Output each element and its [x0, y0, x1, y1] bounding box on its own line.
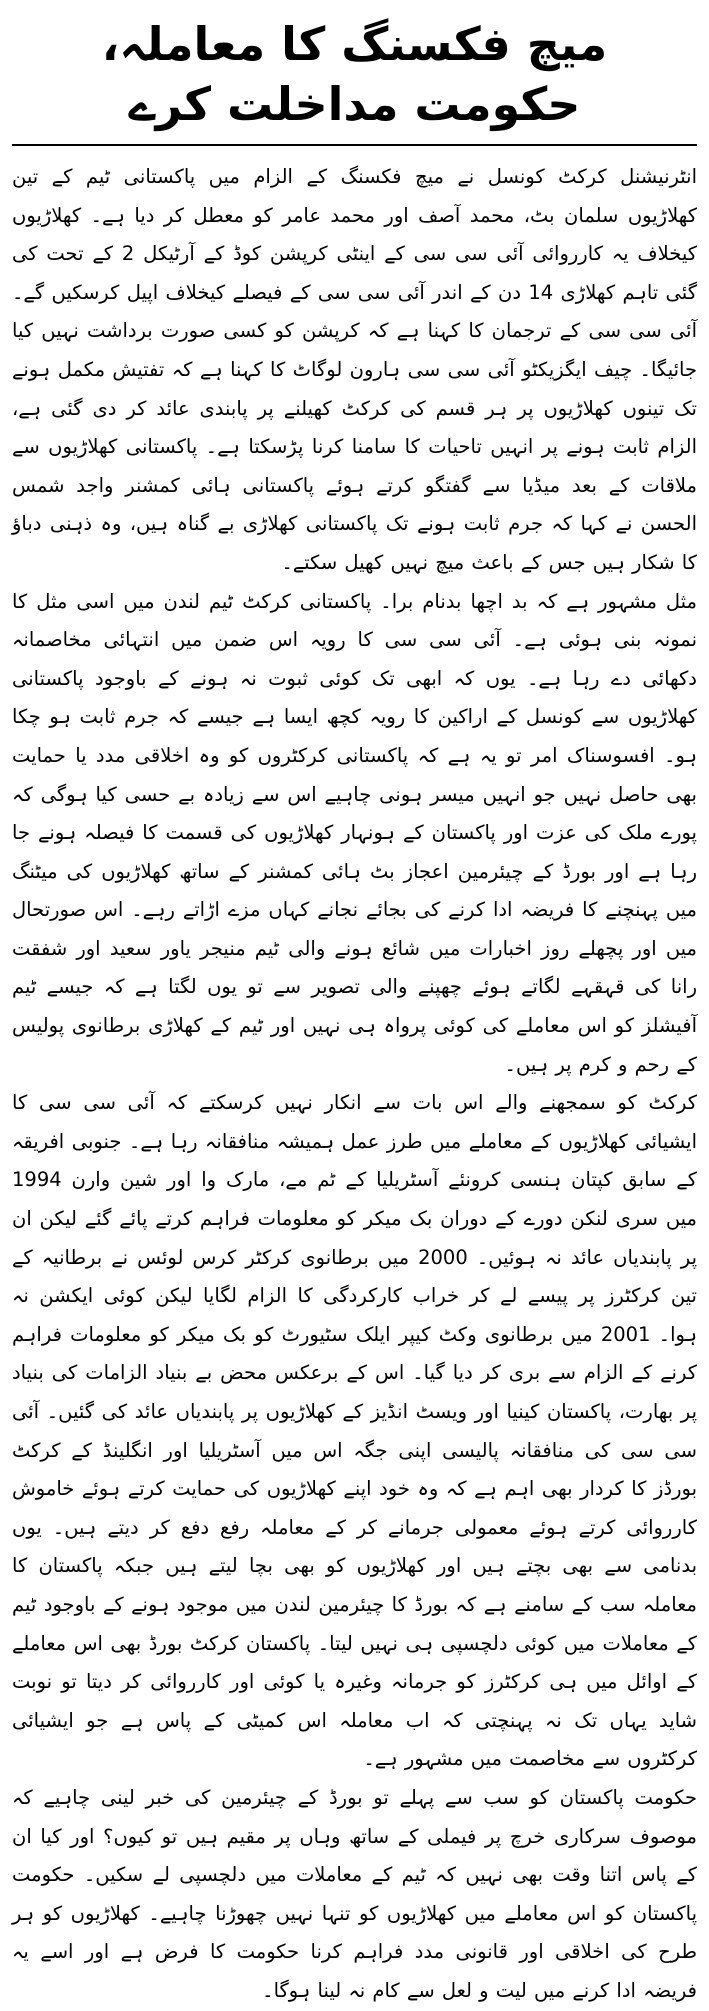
paragraph: کرکٹ کو سمجھنے والے اس بات سے انکار نہیں کرسکتے کہ آئی سی سی کا ایشیائی کھلاڑیوں کے معاملے میں طرز عمل ہمیشہ منافقانہ رہا ہے۔ جنوبی افریقہ کے سابق کپتان ہنسی کرونئے آسٹریلیا کے ٹم مے، مارک وا اور شین وارن 1994 میں سری لنکن دورے کے دوران بک میکر کو معلومات فراہم کرتے پائے گئے لیکن ان پر پابندیاں عائد نہ ہوئیں۔ 2000 میں برطانوی کرکٹر کرس لوئس نے برطانیہ کے تین کرکٹرز پر پیسے لے کر خراب کارکردگی کا الزام لگایا لیکن کوئی ایکشن نہ ہوا۔ 2001 میں برطانوی وکٹ کیپر ایلک سٹیورٹ کو بک میکر کو معلومات فراہم کرنے کے الزام سے بری کر دیا گیا۔ اس کے برعکس محض بے بنیاد الزامات کی بنیاد پر بھارت، پاکستان کینیا اور ویسٹ انڈیز کے کھلاڑیوں پر پابندیاں عائد کی گئیں۔ آئی سی سی کی منافقانہ پالیسی اپنی جگہ اس میں آسٹریلیا اور انگلینڈ کے کرکٹ بورڈز کا کردار بھی اہم ہے کہ وہ خود اپنے کھلاڑیوں کی حمایت کرتے ہوئے خاموش کارروائی کرتے ہوئے معمولی جرمانے کر کے معاملہ رفع دفع کر دیتے ہیں۔ یوں بدنامی سے بھی بچتے ہیں اور کھلاڑیوں کو بھی بچا لیتے ہیں جبکہ پاکستان کا معاملہ سب کے سامنے ہے کہ بورڈ کا چیئرمین لندن میں موجود ہونے کے باوجود ٹیم کے معاملات میں کوئی دلچسپی ہی نہیں لیتا۔ پاکستان کرکٹ بورڈ بھی اس معاملے کے اوائل میں ہی کرکٹرز کو جرمانہ وغیرہ یا کوئی اور کارروائی کر دیتا تو نوبت شاید یہاں تک نہ پہنچتی کہ اب معاملہ اس کمیٹی کے پاس ہے جو ایشیائی کرکٹروں سے مخاصمت میں مشہور ہے۔: [12, 1091, 697, 1771]
paragraph: انٹرنیشنل کرکٹ کونسل نے میچ فکسنگ کے الزام میں پاکستانی ٹیم کے تین کھلاڑیوں سلمان بٹ، محمد آصف اور محمد عامر کو معطل کر دیا ہے۔ کھلاڑیوں کیخلاف یہ کارروائی آئی سی سی کے اینٹی کرپشن کوڈ کے آرٹیکل 2 کے تحت کی گئی تاہم کھلاڑی 14 دن کے اندر آئی سی سی کے فیصلے کیخلاف اپیل کرسکیں گے۔ آئی سی سی کے ترجمان کا کہنا ہے کہ کرپشن کو کسی صورت برداشت نہیں کیا جائیگا۔ چیف ایگزیکٹو آئی سی سی ہارون لوگاٹ کا کہنا ہے کہ تفتیش مکمل ہونے تک تینوں کھلاڑیوں پر ہر قسم کی کرکٹ کھیلنے پر پابندی عائد کر دی گئی ہے، الزام ثابت ہونے پر انہیں تاحیات کا سامنا کرنا پڑسکتا ہے۔ پاکستانی کھلاڑیوں سے ملاقات کے بعد میڈیا سے گفتگو کرتے ہوئے پاکستانی ہائی کمشنر واجد شمس الحسن نے کہا کہ جرم ثابت ہونے تک پاکستانی کھلاڑی بے گناہ ہیں، وہ ذہنی دباؤ کا شکار ہیں جس کے باعث میچ نہیں کھیل سکتے۔: [12, 165, 697, 574]
editorial-body: [12, 158, 697, 2011]
paragraph: مثل مشہور ہے کہ بد اچھا بدنام برا۔ پاکستانی کرکٹ ٹیم لندن میں اسی مثل کا نمونہ بنی ہوئی ہے۔ آئی سی سی کا رویہ اس ضمن میں انتہائی مخاصمانہ دکھائی دے رہا ہے۔ یوں کہ ابھی تک کوئی ثبوت نہ ہونے کے باوجود پاکستانی کھلاڑیوں سے کونسل کے اراکین کا رویہ کچھ ایسا ہے جیسے کہ جرم ثابت ہو چکا ہو۔ افسوسناک امر تو یہ ہے کہ پاکستانی کرکٹروں کو وہ اخلاقی مدد یا حمایت بھی حاصل نہیں جو انہیں میسر ہونی چاہیے اس سے زیادہ بے حسی کیا ہوگی کہ پورے ملک کی عزت اور پاکستان کے ہونہار کھلاڑیوں کی قسمت کا فیصلہ ہونے جا رہا ہے اور بورڈ کے چیئرمین اعجاز بٹ ہائی کمشنر کے ساتھ کھلاڑیوں کی میٹنگ میں پہنچنے کا فریضہ ادا کرنے کی بجائے نجانے کہاں مزے اڑاتے رہے۔ اس صورتحال میں اور پچھلے روز اخبارات میں شائع ہونے والی ٹیم منیجر یاور سعید اور شفقت رانا کی قہقہے لگاتے ہوئے چھپنے والی تصویر سے تو یوں لگتا ہے کہ جیسے ٹیم آفیشلز کو اس معاملے کی کوئی پرواہ ہی نہیں اور ٹیم کے کھلاڑی برطانوی پولیس کے رحم و کرم پر ہیں۔: [12, 589, 697, 1076]
paragraph: حکومت پاکستان کو سب سے پہلے تو بورڈ کے چیئرمین کی خبر لینی چاہیے کہ موصوف سرکاری خرچ پر فیملی کے ساتھ وہاں پر مقیم ہیں تو کیوں؟ اور کیا ان کے پاس اتنا وقت بھی نہیں کہ ٹیم کے معاملات میں دلچسپی لے سکیں۔ حکومت پاکستان کو اس معاملے میں کھلاڑیوں کو تنہا نہیں چھوڑنا چاہیے۔ کھلاڑیوں کو ہر طرح کی اخلاقی اور قانونی مدد فراہم کرنا حکومت کا فرض ہے اور اسے یہ فریضہ ادا کرنے میں لیت و لعل سے کام نہ لینا ہوگا۔: [12, 1785, 697, 2002]
editorial-headline: میچ فکسنگ کا معاملہ، حکومت مداخلت کرے: [101, 17, 608, 131]
headline-divider: [12, 144, 697, 146]
